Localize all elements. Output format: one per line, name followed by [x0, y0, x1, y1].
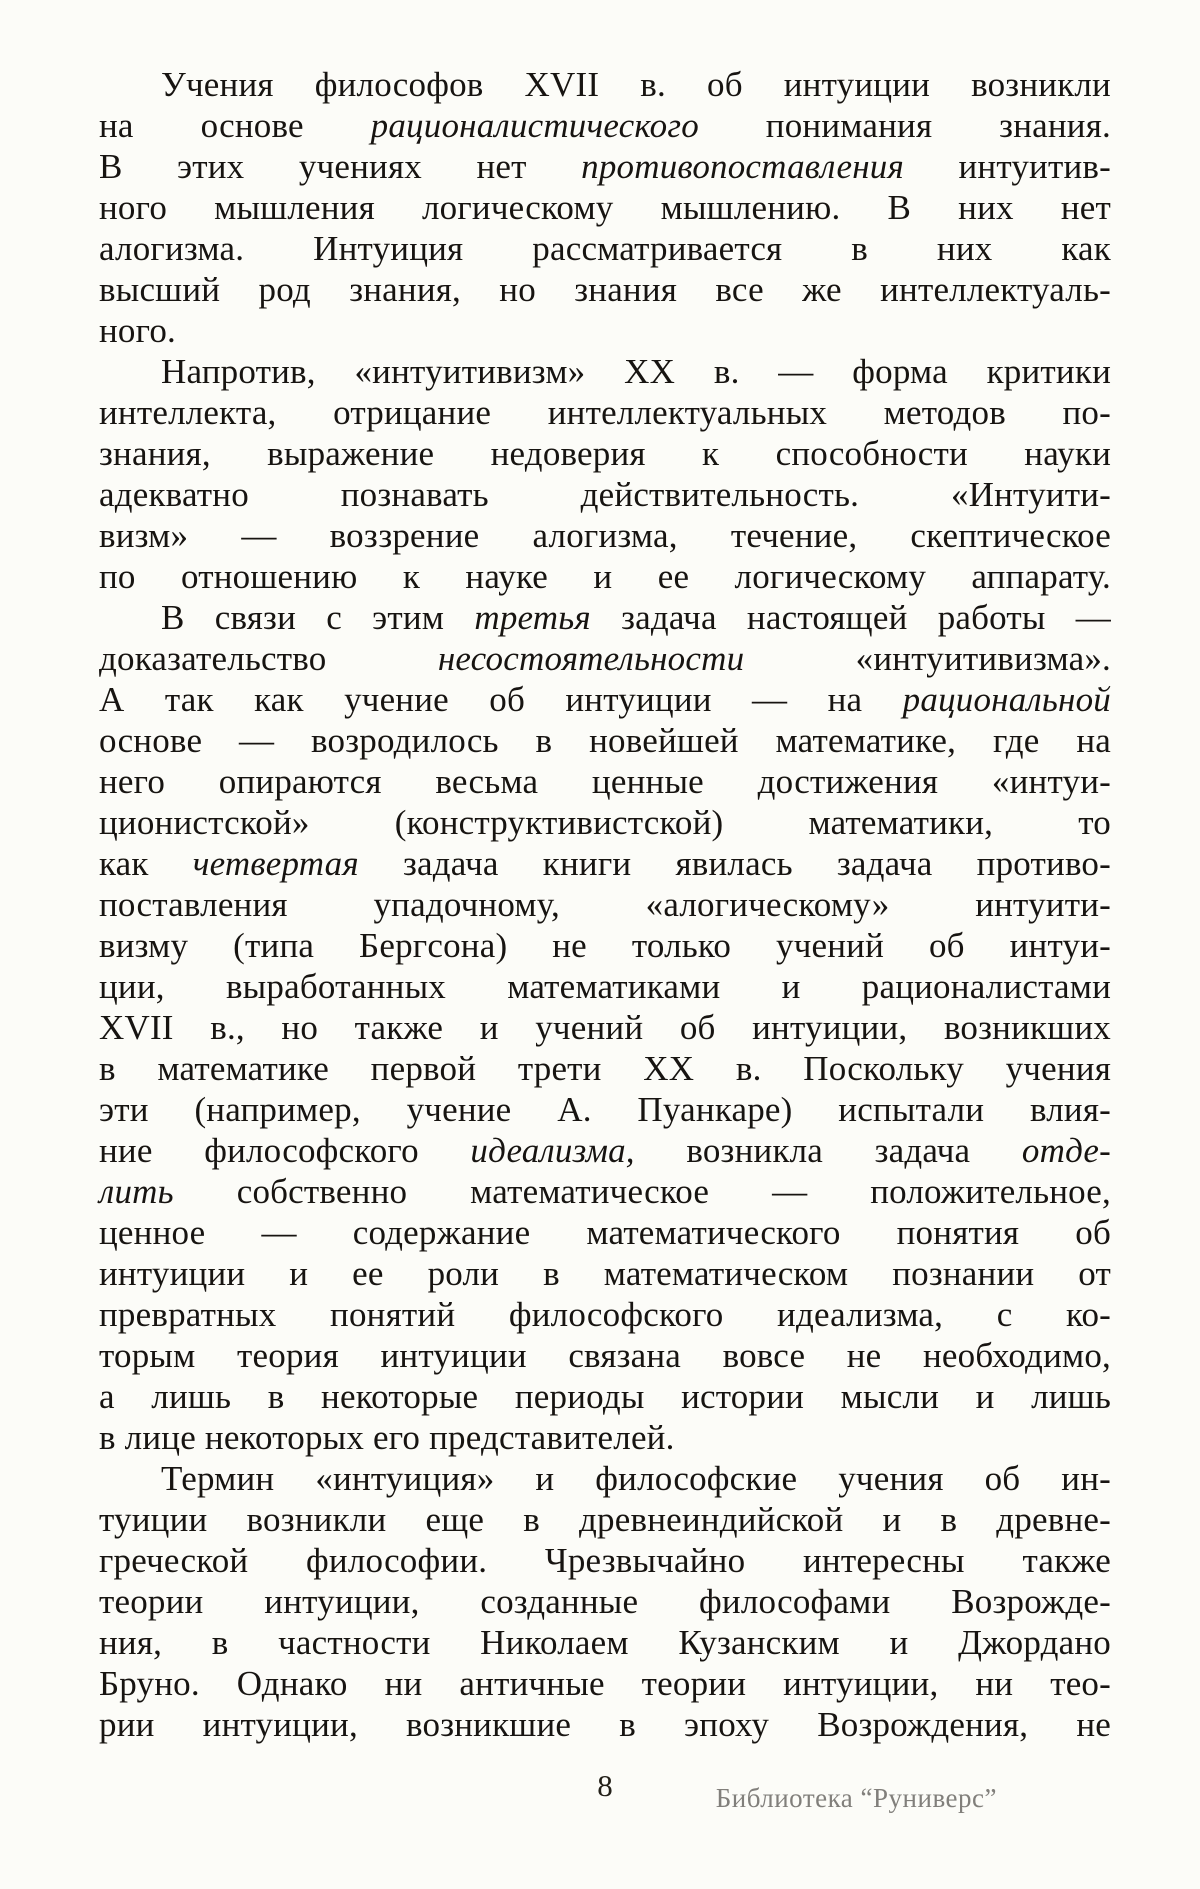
regular-text: по отношению к науке и ее логическому аппарату.	[99, 557, 1111, 596]
regular-text: греческой философии. Чрезвычайно интересны также	[99, 1541, 1111, 1580]
text-line	[99, 146, 1111, 187]
regular-text: поставления упадочному, «алогическому» интуити-	[99, 885, 1111, 924]
text-line	[99, 884, 1111, 925]
regular-text: а лишь в некоторые периоды истории мысли и лишь	[99, 1377, 1111, 1416]
italic-text: лить	[99, 1172, 174, 1211]
regular-text: как	[99, 844, 193, 883]
regular-text: превратных понятий философского идеализма, с ко-	[99, 1295, 1111, 1334]
text-line	[99, 228, 1111, 269]
regular-text: Термин «интуиция» и философские учения об ин-	[161, 1459, 1111, 1498]
regular-text: понимания знания.	[698, 106, 1111, 145]
regular-text: теории интуиции, созданные философами Возрожде-	[99, 1582, 1111, 1621]
regular-text: ного мышления логическому мышлению. В них нет	[99, 188, 1111, 227]
regular-text: основе — возродилось в новейшей математике, где на	[99, 721, 1111, 760]
regular-text: интуиции и ее роли в математическом познании от	[99, 1254, 1111, 1293]
text-line	[99, 1540, 1111, 1581]
text-line	[99, 1704, 1111, 1745]
text-line	[99, 966, 1111, 1007]
text-line	[99, 1458, 1111, 1499]
text-line	[99, 1253, 1111, 1294]
text-line	[99, 515, 1111, 556]
italic-text: рациональной	[902, 680, 1111, 719]
regular-text: ния, в частности Николаем Кузанским и Джордано	[99, 1623, 1111, 1662]
text-line	[99, 1294, 1111, 1335]
regular-text: В этих учениях нет	[99, 147, 582, 186]
regular-text: XVII в., но также и учений об интуиции, возникших	[99, 1008, 1111, 1047]
text-line	[99, 1007, 1111, 1048]
page-number: 8	[597, 1768, 613, 1803]
text-line	[99, 1417, 1111, 1458]
regular-text: эти (например, учение А. Пуанкаре) испытали влия-	[99, 1090, 1111, 1129]
regular-text: в лице некоторых его представителей.	[99, 1418, 675, 1457]
italic-text: четвертая	[192, 844, 359, 883]
regular-text: Бруно. Однако ни античные теории интуиции, ни тео-	[99, 1664, 1111, 1703]
regular-text: торым теория интуиции связана вовсе не необходимо,	[99, 1336, 1111, 1375]
regular-text: на основе	[99, 106, 371, 145]
text-line	[99, 556, 1111, 597]
regular-text: задача книги явилась задача противо-	[358, 844, 1111, 883]
regular-text: возникла задача	[634, 1131, 1022, 1170]
regular-text: высший род знания, но знания все же интеллектуаль-	[99, 270, 1111, 309]
text-line	[99, 269, 1111, 310]
text-line	[99, 64, 1111, 105]
regular-text: ного.	[99, 311, 176, 350]
text-line	[99, 597, 1111, 638]
regular-text: «интуитивизма».	[744, 639, 1111, 678]
regular-text: Учения философов XVII в. об интуиции возникли	[161, 65, 1111, 104]
text-line	[99, 1048, 1111, 1089]
text-line	[99, 679, 1111, 720]
italic-text: отде-	[1021, 1131, 1112, 1170]
text-line	[99, 1622, 1111, 1663]
regular-text: адекватно познавать действительность. «Интуити-	[99, 475, 1111, 514]
regular-text: В связи с этим	[161, 598, 475, 637]
italic-text: рационалистического	[370, 106, 699, 145]
regular-text: А так как учение об интуиции — на	[99, 680, 903, 719]
regular-text: задача настоящей работы —	[590, 598, 1111, 637]
regular-text: ции, выработанных математиками и рационалистами	[99, 967, 1111, 1006]
regular-text: рии интуиции, возникшие в эпоху Возрождения, не	[99, 1705, 1111, 1744]
regular-text: интуитив-	[903, 147, 1111, 186]
regular-text: туиции возникли еще в древнеиндийской и в древне-	[99, 1500, 1111, 1539]
text-line	[99, 1130, 1111, 1171]
text-line	[99, 310, 1111, 351]
regular-text: ционистской» (конструктивистской) математики, то	[99, 803, 1111, 842]
regular-text: ценное — содержание математического понятия об	[99, 1213, 1111, 1252]
text-line	[99, 392, 1111, 433]
regular-text: в математике первой трети XX в. Поскольку учения	[99, 1049, 1111, 1088]
text-line	[99, 187, 1111, 228]
text-line	[99, 1663, 1111, 1704]
text-line	[99, 843, 1111, 884]
text-line	[99, 925, 1111, 966]
regular-text: него опираются весьма ценные достижения «интуи-	[99, 762, 1111, 801]
text-line	[99, 433, 1111, 474]
regular-text: собственно математическое — положительное,	[173, 1172, 1111, 1211]
italic-text: идеализма,	[470, 1131, 635, 1170]
italic-text: третья	[474, 598, 591, 637]
regular-text: визм» — воззрение алогизма, течение, скептическое	[99, 516, 1111, 555]
text-line	[99, 720, 1111, 761]
text-line	[99, 1171, 1111, 1212]
regular-text: доказательство	[99, 639, 438, 678]
regular-text: визму (типа Бергсона) не только учений об интуи-	[99, 926, 1111, 965]
text-line	[99, 351, 1111, 392]
text-line	[99, 474, 1111, 515]
regular-text: Напротив, «интуитивизм» XX в. — форма критики	[161, 352, 1111, 391]
regular-text: знания, выражение недоверия к способности науки	[99, 434, 1111, 473]
text-line	[99, 1089, 1111, 1130]
text-line	[99, 1212, 1111, 1253]
italic-text: несостоятельности	[437, 639, 745, 678]
text-line	[99, 1581, 1111, 1622]
regular-text: интеллекта, отрицание интеллектуальных методов по-	[99, 393, 1111, 432]
text-line	[99, 761, 1111, 802]
regular-text: алогизма. Интуиция рассматривается в них как	[99, 229, 1111, 268]
regular-text: ние философского	[99, 1131, 471, 1170]
text-block	[99, 64, 1111, 1745]
text-line	[99, 105, 1111, 146]
text-line	[99, 1499, 1111, 1540]
text-line	[99, 802, 1111, 843]
text-line	[99, 1335, 1111, 1376]
library-watermark: Библиотека “Руниверс”	[715, 1783, 997, 1813]
italic-text: противопоставления	[581, 147, 904, 186]
text-line	[99, 638, 1111, 679]
text-line	[99, 1376, 1111, 1417]
